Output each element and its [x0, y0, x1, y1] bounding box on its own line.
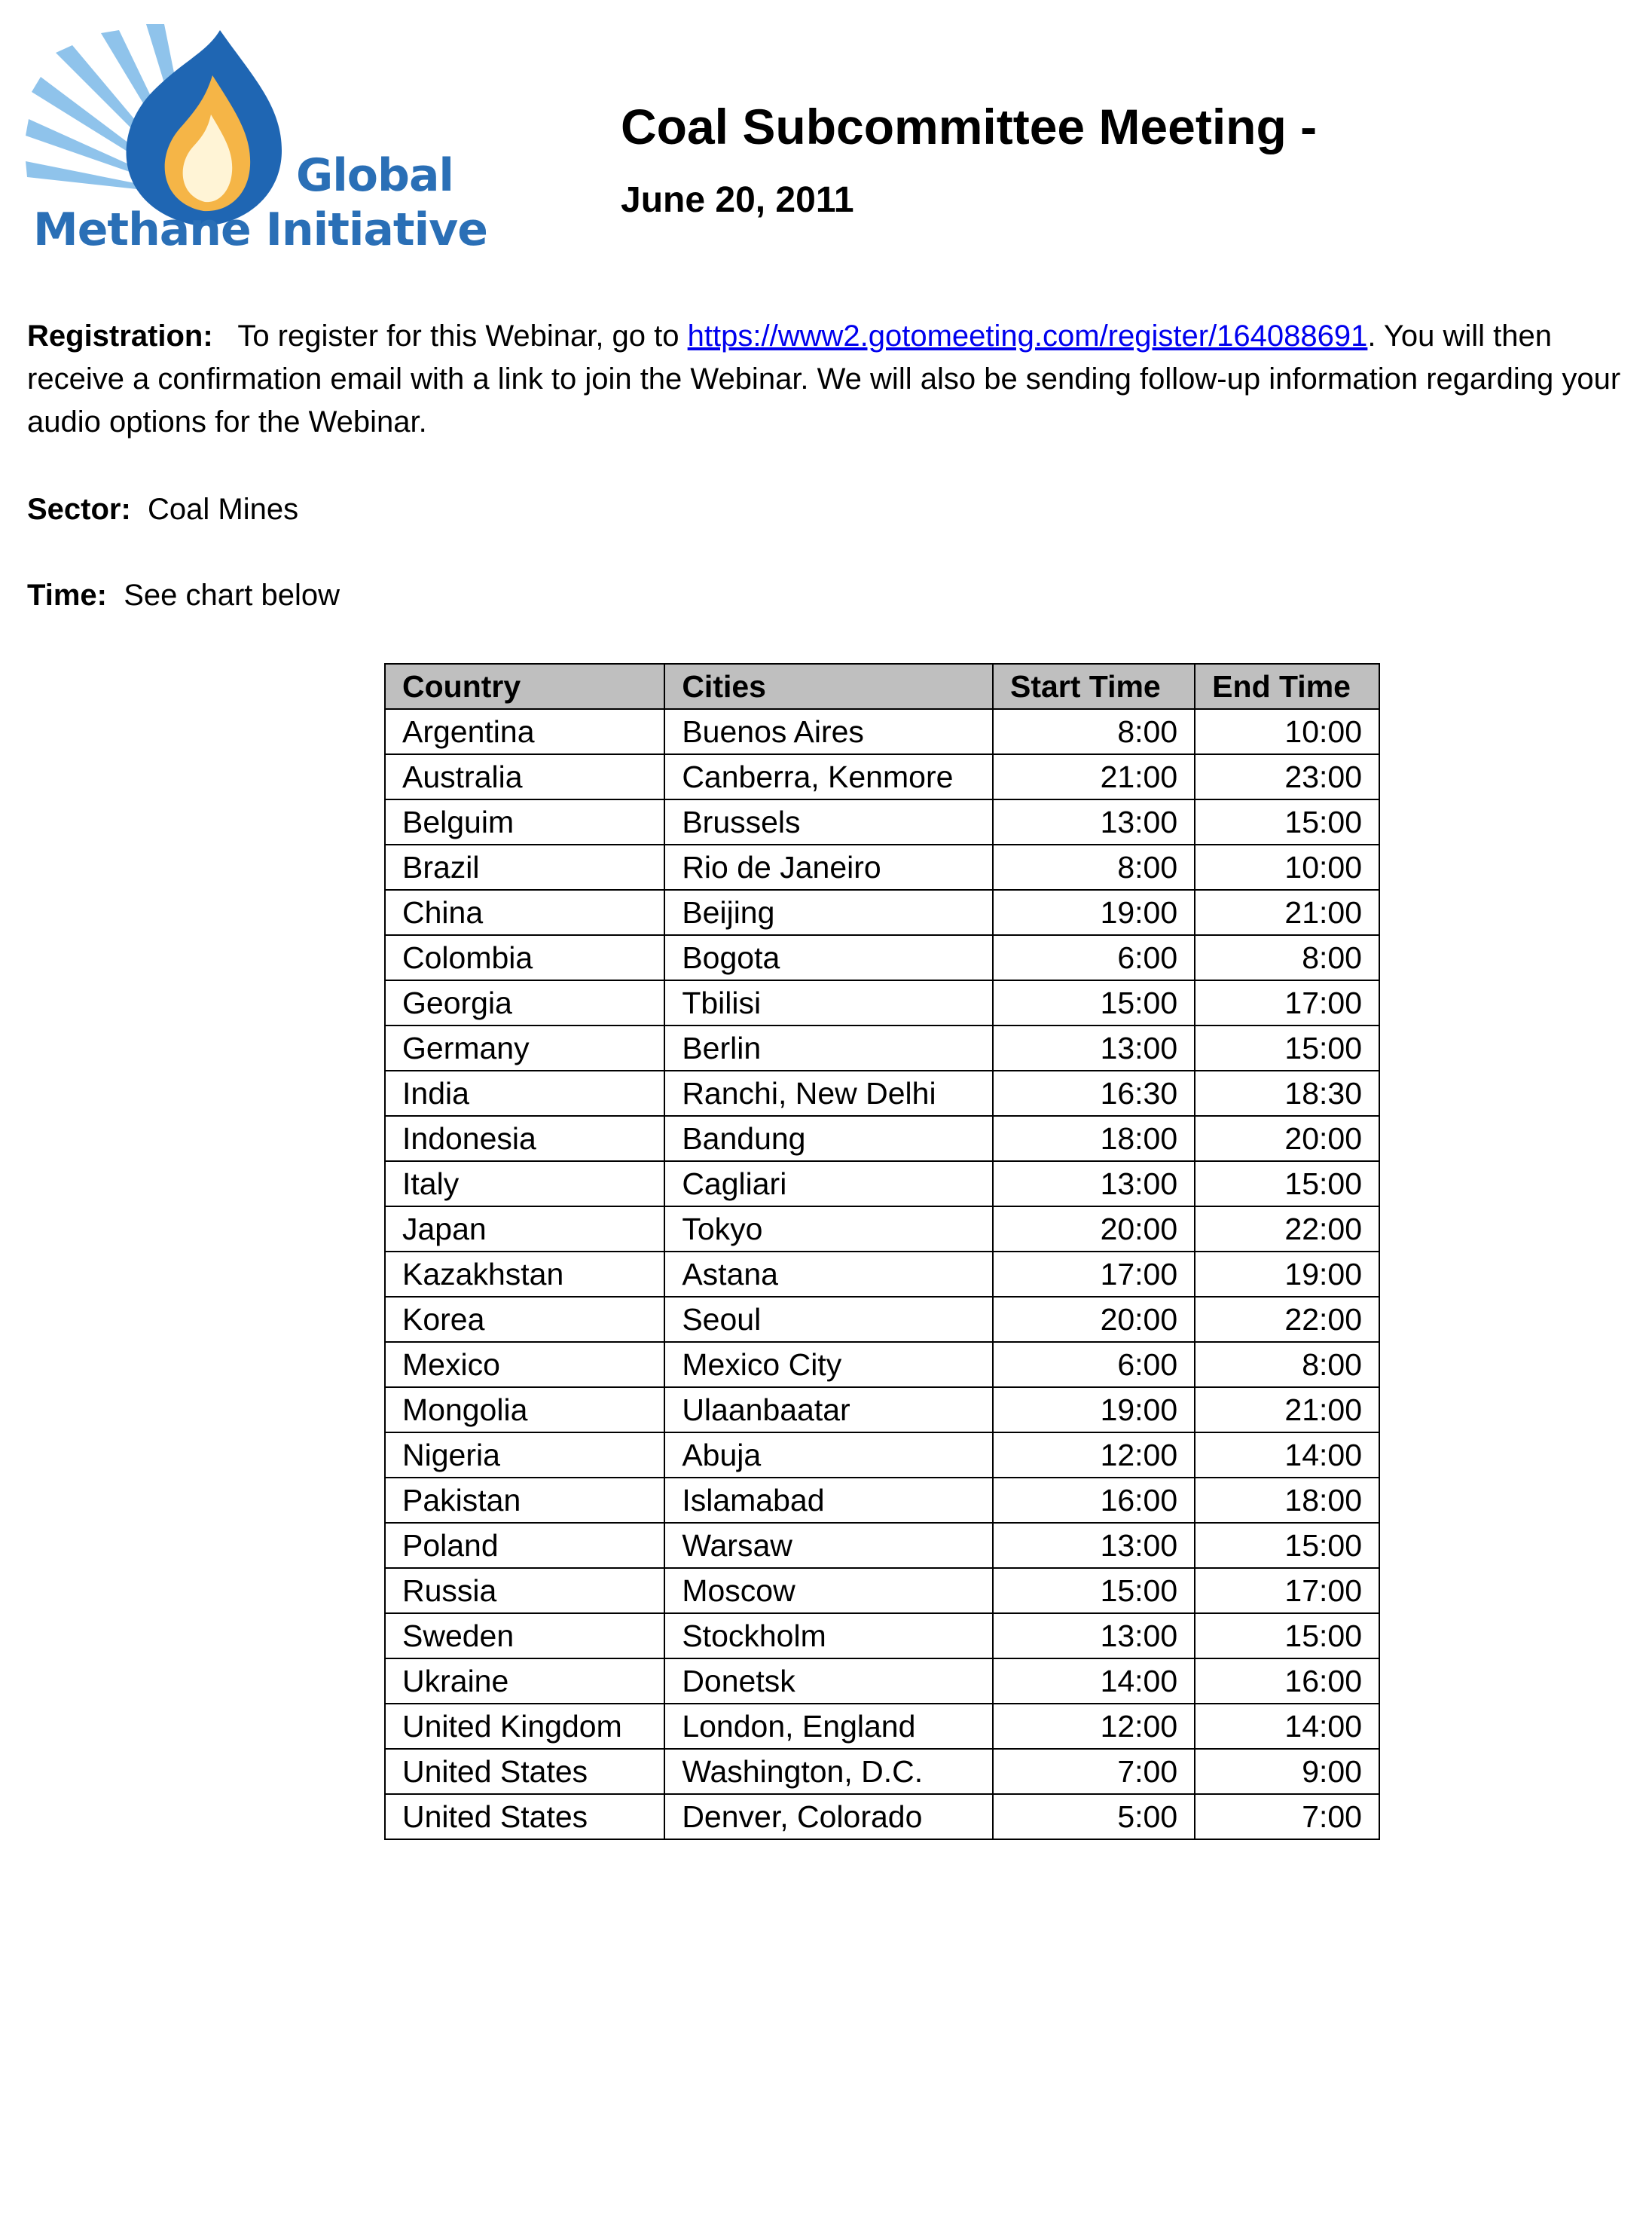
cell-start-time: 13:00	[993, 1161, 1195, 1206]
cell-city: Bandung	[664, 1116, 993, 1161]
cell-start-time: 13:00	[993, 1523, 1195, 1568]
table-row	[385, 1794, 1379, 1839]
cell-end-time: 17:00	[1195, 980, 1379, 1025]
cell-end-time: 21:00	[1195, 890, 1379, 935]
table-row	[385, 1025, 1379, 1071]
table-row	[385, 1342, 1379, 1387]
cell-city: Islamabad	[664, 1478, 993, 1523]
table-row	[385, 1252, 1379, 1297]
cell-end-time: 7:00	[1195, 1794, 1379, 1839]
cell-end-time: 14:00	[1195, 1704, 1379, 1749]
registration-label: Registration:	[27, 319, 213, 353]
cell-city: Rio de Janeiro	[664, 845, 993, 890]
page-title: Coal Subcommittee Meeting -	[621, 99, 1318, 154]
registration-link[interactable]: https://www2.gotomeeting.com/register/164088691	[687, 319, 1368, 353]
cell-country: Brazil	[385, 845, 664, 890]
cell-country: India	[385, 1071, 664, 1116]
cell-country: Pakistan	[385, 1478, 664, 1523]
cell-start-time: 12:00	[993, 1704, 1195, 1749]
cell-country: Kazakhstan	[385, 1252, 664, 1297]
cell-start-time: 12:00	[993, 1432, 1195, 1478]
cell-city: Ulaanbaatar	[664, 1387, 993, 1432]
cell-city: Canberra, Kenmore	[664, 754, 993, 799]
cell-start-time: 20:00	[993, 1206, 1195, 1252]
column-header-start-time: Start Time	[993, 664, 1195, 709]
sector-label: Sector:	[27, 493, 131, 526]
cell-city: Cagliari	[664, 1161, 993, 1206]
column-header-end-time: End Time	[1195, 664, 1379, 709]
table-row	[385, 1658, 1379, 1704]
cell-city: Moscow	[664, 1568, 993, 1613]
cell-country: United Kingdom	[385, 1704, 664, 1749]
table-row	[385, 1297, 1379, 1342]
cell-country: Colombia	[385, 935, 664, 980]
logo-line1: Global	[295, 149, 453, 202]
sector-value: Coal Mines	[148, 493, 299, 526]
cell-country: United States	[385, 1794, 664, 1839]
schedule-table	[384, 663, 1380, 1840]
cell-city: Washington, D.C.	[664, 1749, 993, 1794]
cell-end-time: 22:00	[1195, 1206, 1379, 1252]
cell-end-time: 18:00	[1195, 1478, 1379, 1523]
cell-city: Donetsk	[664, 1658, 993, 1704]
cell-country: Mongolia	[385, 1387, 664, 1432]
cell-end-time: 15:00	[1195, 1025, 1379, 1071]
cell-end-time: 22:00	[1195, 1297, 1379, 1342]
cell-end-time: 15:00	[1195, 1613, 1379, 1658]
cell-city: London, England	[664, 1704, 993, 1749]
cell-country: Belguim	[385, 799, 664, 845]
table-row	[385, 754, 1379, 799]
cell-end-time: 15:00	[1195, 1523, 1379, 1568]
cell-end-time: 23:00	[1195, 754, 1379, 799]
table-row	[385, 799, 1379, 845]
cell-city: Ranchi, New Delhi	[664, 1071, 993, 1116]
table-row	[385, 1704, 1379, 1749]
cell-country: Japan	[385, 1206, 664, 1252]
cell-start-time: 6:00	[993, 1342, 1195, 1387]
header	[621, 94, 1317, 224]
cell-city: Astana	[664, 1252, 993, 1297]
cell-start-time: 13:00	[993, 1025, 1195, 1071]
cell-city: Tokyo	[664, 1206, 993, 1252]
cell-city: Beijing	[664, 890, 993, 935]
cell-city: Seoul	[664, 1297, 993, 1342]
table-row	[385, 890, 1379, 935]
cell-start-time: 6:00	[993, 935, 1195, 980]
logo-line2: Methane Initiative	[33, 203, 487, 256]
registration-text-before: To register for this Webinar, go to	[237, 319, 679, 353]
cell-country: Germany	[385, 1025, 664, 1071]
table-row	[385, 845, 1379, 890]
table-row	[385, 1387, 1379, 1432]
table-row	[385, 1613, 1379, 1658]
cell-country: Australia	[385, 754, 664, 799]
cell-start-time: 19:00	[993, 1387, 1195, 1432]
cell-start-time: 15:00	[993, 980, 1195, 1025]
time-value: See chart below	[124, 579, 340, 612]
cell-start-time: 8:00	[993, 709, 1195, 754]
table-row	[385, 1206, 1379, 1252]
cell-start-time: 16:30	[993, 1071, 1195, 1116]
cell-city: Brussels	[664, 799, 993, 845]
cell-end-time: 15:00	[1195, 799, 1379, 845]
cell-city: Berlin	[664, 1025, 993, 1071]
cell-start-time: 15:00	[993, 1568, 1195, 1613]
cell-start-time: 7:00	[993, 1749, 1195, 1794]
meeting-date: June 20, 2011	[621, 180, 854, 220]
table-row	[385, 1116, 1379, 1161]
cell-city: Bogota	[664, 935, 993, 980]
cell-start-time: 13:00	[993, 799, 1195, 845]
cell-city: Mexico City	[664, 1342, 993, 1387]
cell-end-time: 14:00	[1195, 1432, 1379, 1478]
cell-start-time: 20:00	[993, 1297, 1195, 1342]
cell-country: Sweden	[385, 1613, 664, 1658]
cell-country: Argentina	[385, 709, 664, 754]
cell-end-time: 18:30	[1195, 1071, 1379, 1116]
cell-city: Stockholm	[664, 1613, 993, 1658]
cell-end-time: 8:00	[1195, 935, 1379, 980]
sector-line	[27, 488, 1624, 531]
cell-start-time: 13:00	[993, 1613, 1195, 1658]
cell-city: Denver, Colorado	[664, 1794, 993, 1839]
cell-start-time: 17:00	[993, 1252, 1195, 1297]
cell-country: China	[385, 890, 664, 935]
cell-country: Poland	[385, 1523, 664, 1568]
cell-end-time: 15:00	[1195, 1161, 1379, 1206]
global-methane-initiative-logo	[26, 23, 493, 264]
table-row	[385, 1749, 1379, 1794]
time-line	[27, 574, 1624, 617]
table-row	[385, 1161, 1379, 1206]
cell-country: Indonesia	[385, 1116, 664, 1161]
cell-end-time: 21:00	[1195, 1387, 1379, 1432]
table-row	[385, 935, 1379, 980]
cell-end-time: 17:00	[1195, 1568, 1379, 1613]
cell-end-time: 20:00	[1195, 1116, 1379, 1161]
cell-country: Ukraine	[385, 1658, 664, 1704]
cell-start-time: 21:00	[993, 754, 1195, 799]
table-header-row	[385, 664, 1379, 709]
table-row	[385, 1568, 1379, 1613]
table-row	[385, 1478, 1379, 1523]
cell-start-time: 5:00	[993, 1794, 1195, 1839]
cell-end-time: 9:00	[1195, 1749, 1379, 1794]
cell-start-time: 14:00	[993, 1658, 1195, 1704]
cell-start-time: 19:00	[993, 890, 1195, 935]
cell-start-time: 16:00	[993, 1478, 1195, 1523]
table-row	[385, 1071, 1379, 1116]
cell-end-time: 16:00	[1195, 1658, 1379, 1704]
cell-city: Buenos Aires	[664, 709, 993, 754]
cell-country: United States	[385, 1749, 664, 1794]
cell-city: Abuja	[664, 1432, 993, 1478]
cell-end-time: 10:00	[1195, 709, 1379, 754]
cell-end-time: 19:00	[1195, 1252, 1379, 1297]
cell-end-time: 10:00	[1195, 845, 1379, 890]
registration-text-after: . You will then receive a confirmation email with a link to join the Webinar. We will also be sending follow-up information regarding your audio options for the Webinar.	[27, 319, 1621, 439]
cell-end-time: 8:00	[1195, 1342, 1379, 1387]
cell-city: Warsaw	[664, 1523, 993, 1568]
cell-country: Nigeria	[385, 1432, 664, 1478]
table-row	[385, 1523, 1379, 1568]
column-header-cities: Cities	[664, 664, 993, 709]
cell-country: Mexico	[385, 1342, 664, 1387]
cell-country: Georgia	[385, 980, 664, 1025]
cell-city: Tbilisi	[664, 980, 993, 1025]
time-label: Time:	[27, 579, 107, 612]
cell-country: Italy	[385, 1161, 664, 1206]
table-body	[385, 709, 1379, 1839]
cell-start-time: 8:00	[993, 845, 1195, 890]
column-header-country: Country	[385, 664, 664, 709]
table-row	[385, 1432, 1379, 1478]
table-row	[385, 980, 1379, 1025]
cell-country: Russia	[385, 1568, 664, 1613]
cell-country: Korea	[385, 1297, 664, 1342]
registration-paragraph	[27, 315, 1624, 444]
table-row	[385, 709, 1379, 754]
cell-start-time: 18:00	[993, 1116, 1195, 1161]
